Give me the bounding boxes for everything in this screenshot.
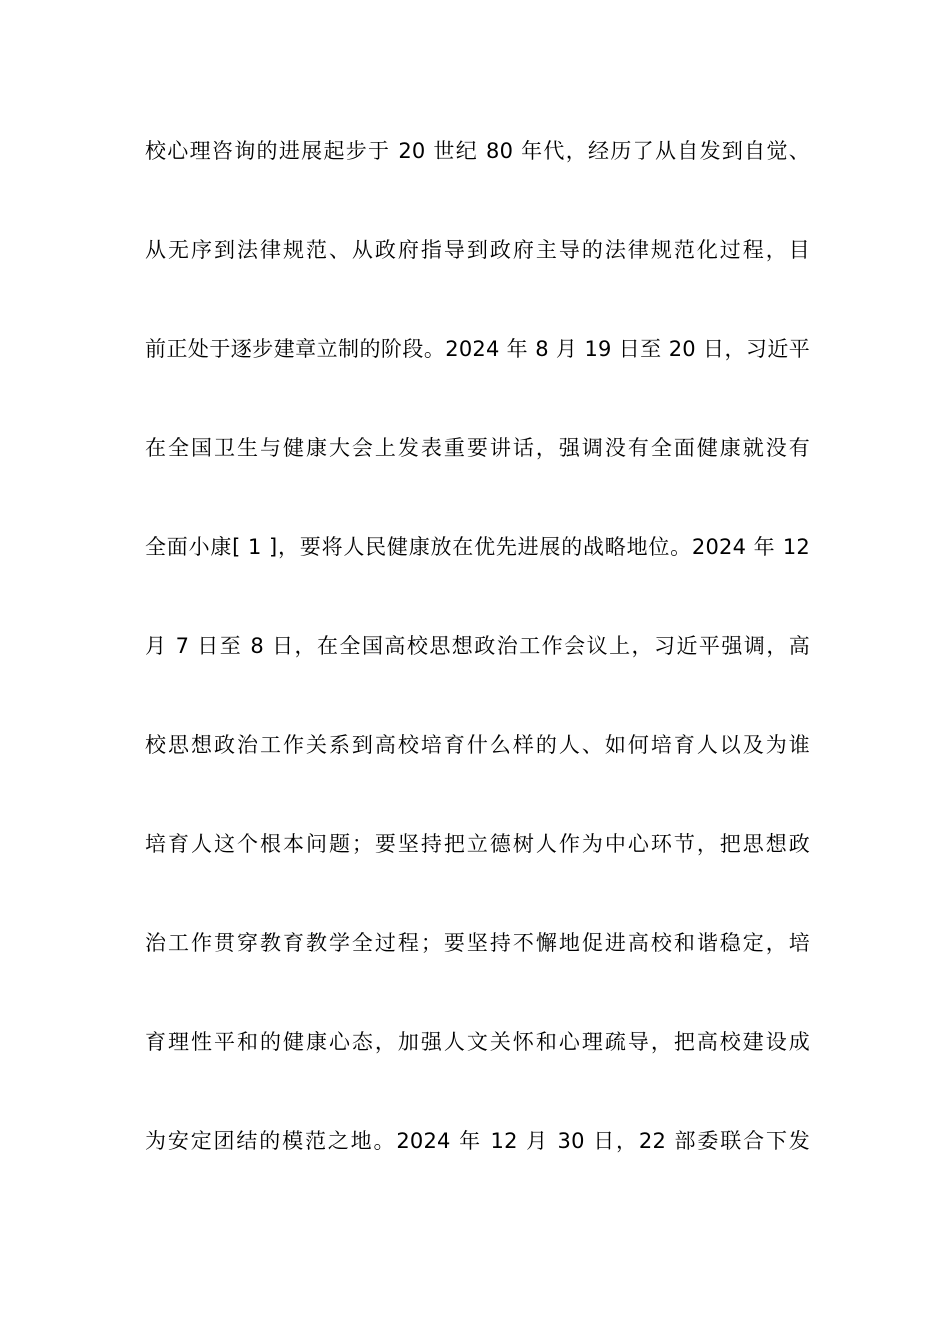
- text-line-6: 月 7 日至 8 日，在全国高校思想政治工作会议上，习近平强调，高: [145, 634, 810, 658]
- text-line-1: 校心理咨询的进展起步于 20 世纪 80 年代，经历了从自发到自觉、: [145, 139, 810, 163]
- text-line-3: 前正处于逐步建章立制的阶段。2024 年 8 月 19 日至 20 日，习近平: [145, 337, 810, 361]
- body-paragraph: [145, 128, 810, 1217]
- text-line-10: 育理性平和的健康心态，加强人文关怀和心理疏导，把高校建设成: [145, 1030, 810, 1054]
- text-line-4: 在全国卫生与健康大会上发表重要讲话，强调没有全面健康就没有: [145, 436, 810, 460]
- text-line-5: 全面小康[ 1 ]，要将人民健康放在优先进展的战略地位。2024 年 12: [145, 535, 810, 559]
- text-line-8: 培育人这个根本问题；要坚持把立德树人作为中心环节，把思想政: [145, 832, 810, 856]
- text-line-2: 从无序到法律规范、从政府指导到政府主导的法律规范化过程，目: [145, 238, 810, 262]
- text-line-9: 治工作贯穿教育教学全过程；要坚持不懈地促进高校和谐稳定，培: [145, 931, 810, 955]
- text-line-11: 为安定团结的模范之地。2024 年 12 月 30 日，22 部委联合下发: [145, 1129, 810, 1153]
- text-line-7: 校思想政治工作关系到高校培育什么样的人、如何培育人以及为谁: [145, 733, 810, 757]
